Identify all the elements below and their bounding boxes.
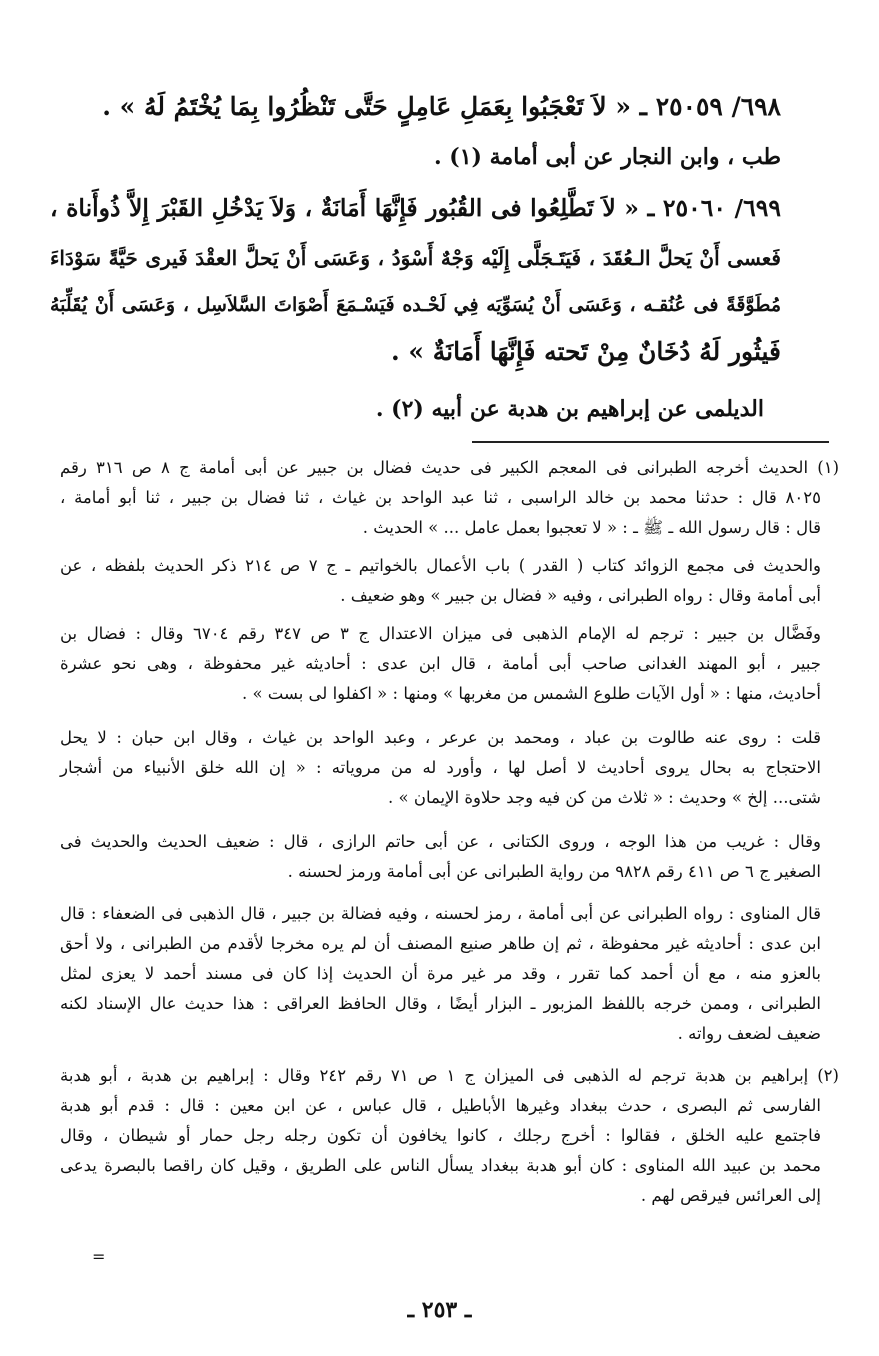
footnote-line: قلت : روى عنه طالوت بن عباد ، ومحمد بن عرعر ، وعبد الواحد بن غياث ، وقال ابن حبان : لا يحل <box>60 728 821 747</box>
continuation-mark: = <box>92 1247 106 1266</box>
footnote-line: محمد بن عبيد الله المناوى : كان أبو هدبة ببغداد يسأل الناس على الطريق ، وقيل كان راقصا بالبصرة يدعى <box>60 1156 821 1175</box>
footnote-line: (٢) إبراهيم بن هدبة ترجم له الذهبى فى الميزان ج ١ ص ٧١ رقم ٢٤٢ وقال : إبراهيم بن هدبة ، أبو هدبة <box>60 1066 839 1085</box>
footnote-line: جبير ، أبو المهند الغدانى صاحب أبى أمامة ، قال ابن عدى : أحاديثه غير محفوظة ، وهى نحو عشرة <box>60 654 821 673</box>
footnote-line: ضعيف لضعف رواته . <box>677 1024 821 1043</box>
footnote-separator <box>472 441 829 443</box>
footnote-line: بالعزو منه ، مع أن أحمد كما تقرر ، وقد مر غير مرة أن الحديث إذا كان فى مسند أحمد لا يعزى لمثل <box>60 964 821 983</box>
hadith-699-line-3: مُطَوَّقَةً فى عُنُقـه ، وَعَسَى أَنْ يُسَوِّيَه فِي لَحْـده فَيَسْـمَعَ أَصْوَاتَ السَّلاَسِل ، وَعَسَى أَنْ يُقَلِّبَهُ <box>50 294 781 316</box>
footnote-line: الطبرانى ، وممن خرجه باللفظ المزبور ـ البزار أيضًا ، وقال الحافظ العراقى : هذا حديث عال الإسناد لكنه <box>60 994 821 1013</box>
page-number: ـ ٢٥٣ ـ <box>407 1297 472 1323</box>
hadith-698-source: طب ، وابن النجار عن أبى أمامة (١) . <box>433 144 781 170</box>
footnote-line: الفارسى ثم البصرى ، حدث ببغداد وغيرها الأباطيل ، قال عباس ، عن ابن معين : قال : قدم أبو هدبة <box>60 1096 821 1115</box>
footnote-line: الصغير ج ٦ ص ٤١١ رقم ٩٨٢٨ من رواية الطبرانى عن أبى أمامة ورمز لحسنه . <box>287 862 821 881</box>
hadith-699-source: الديلمى عن إبراهيم بن هدبة عن أبيه (٢) . <box>375 396 764 422</box>
footnote-line: ٨٠٢٥ قال : حدثنا محمد بن خالد الراسبى ، ثنا عبد الواحد بن غياث ، ثنا فضال بن جبير ، ثنا أبو أمامة ، <box>60 488 821 507</box>
footnote-line: شتى... إلخ » وحديث : « ثلاث من كن فيه وجد حلاوة الإيمان » . <box>388 788 821 807</box>
footnote-line: أبى أمامة وقال : رواه الطبرانى ، وفيه « فضال بن جبير » وهو ضعيف . <box>340 586 821 605</box>
footnote-line: والحديث فى مجمع الزوائد كتاب ( القدر ) باب الأعمال بالخواتيم ـ ج ٧ ص ٢١٤ ذكر الحديث بلفظه ، عن <box>60 556 821 575</box>
footnote-line: وقال : غريب من هذا الوجه ، وروى الكتانى ، عن أبى حاتم الرازى ، قال : ضعيف الحديث والحديث فى <box>60 832 821 851</box>
footnote-line: (١) الحديث أخرجه الطبرانى فى المعجم الكبير فى حديث فضال بن جبير عن أبى أمامة ج ٨ ص ٣١٦ رقم <box>60 458 839 477</box>
footnote-line: أحاديث، منها : « أول الآيات طلوع الشمس من مغربها » ومنها : « اكفلوا لى بست » . <box>241 684 821 703</box>
hadith-698-text: ٦٩٨/ ٢٥٠٥٩ ـ « لاَ تَعْجَبُوا بِعَمَلِ عَامِلٍ حَتَّى تَنْظُرُوا بِمَا يُخْتَمُ لَهُ » . <box>102 92 781 121</box>
footnote-line: قال المناوى : رواه الطبرانى عن أبى أمامة ، رمز لحسنه ، وفيه فضالة بن جبير ، قال الذهبى فى الضعفاء : قال <box>60 904 821 923</box>
footnote-line: ابن عدى : أحاديثه غير محفوظة ، ثم إن طاهر صنيع المصنف أن لم يره مخرجا لأقدم من الطبرانى ، ولا أحق <box>60 934 821 953</box>
footnote-line: فاجتمع عليه الخلق ، فقالوا : أخرج رجلك ، كانوا يخافون أن تكون رجله رجل حمار أو شيطان ، وقال <box>60 1126 821 1145</box>
footnote-line: إلى العرائس فيرقص لهم . <box>640 1186 821 1205</box>
footnote-line: الاحتجاج به بحال يروى أحاديث لا أصل لها ، وأورد له من مروياته : « إن الله خلق الأنبياء من أشجار <box>60 758 821 777</box>
footnote-line: وفَضَّال بن جبير : ترجم له الإمام الذهبى فى ميزان الاعتدال ج ٣ ص ٣٤٧ رقم ٦٧٠٤ وقال : فضال بن <box>60 624 821 643</box>
footnote-line: قال : قال رسول الله ـ ﷺ ـ : « لا تعجبوا بعمل عامل ... » الحديث . <box>362 518 821 537</box>
hadith-699-line-4: فَيثُور لَهُ دُخَانٌ مِنْ تَحته فَإِنَّهَا أَمَانَةٌ » . <box>390 337 781 366</box>
hadith-699-line-2: فَعسى أَنْ يَحلَّ الـعُقَدَ ، فَيَتَـجَلَّى إِلَيْه وَجْهٌ أَسْوَدُ ، وَعَسَى أَنْ يَحلَّ العقْدَ فَيرى حَيَّةً سَوْدَاءَ <box>50 246 781 270</box>
hadith-699-line-1: ٦٩٩/ ٢٥٠٦٠ ـ « لاَ تَطَّلِعُوا فى القُبُور فَإِنَّهَا أَمَانَةٌ ، وَلاَ يَدْخُلِ القَبْرَ إِلاَّ ذُوأَناة ، <box>50 194 782 222</box>
